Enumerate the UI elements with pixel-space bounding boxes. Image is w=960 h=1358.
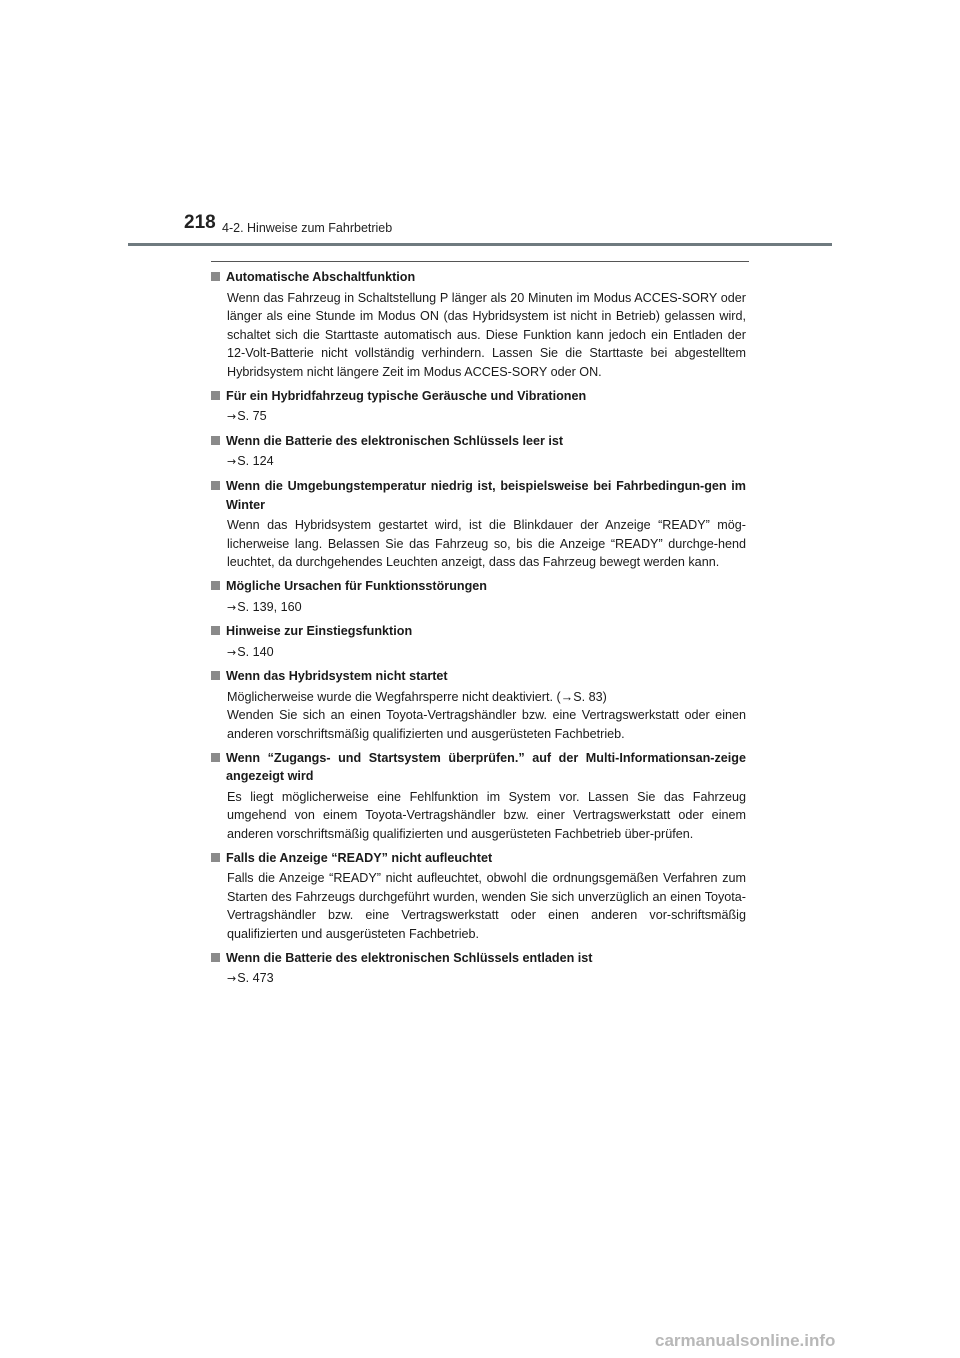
page-reference	[227, 407, 746, 427]
item-body	[227, 688, 746, 744]
manual-item	[211, 749, 746, 844]
square-bullet-icon	[211, 581, 220, 590]
item-heading	[211, 622, 746, 641]
item-heading-text: Wenn die Batterie des elektronischen Schlüssels entladen ist	[226, 950, 593, 965]
item-heading	[211, 432, 746, 451]
item-heading-text: Falls die Anzeige “READY” nicht aufleuchtet	[226, 850, 493, 865]
item-heading	[211, 949, 746, 968]
page-reference	[227, 969, 746, 989]
manual-content	[211, 268, 746, 994]
square-bullet-icon	[211, 853, 220, 862]
square-bullet-icon	[211, 436, 220, 445]
manual-item	[211, 667, 746, 743]
arrow-right-icon: →	[227, 600, 237, 614]
item-paragraph: Wenn das Hybridsystem gestartet wird, ist die Blinkdauer der Anzeige “READY” mög-licherweise lang. Belassen Sie das Fahrzeug so, bis die Anzeige “READY” durchge-hend leuchtet, da durchgehendes Leuchten anzeigt, dass das Fahrzeug bewegt werden kann.	[227, 518, 746, 570]
item-paragraph: Falls die Anzeige “READY” nicht aufleuchtet, obwohl die ordnungsgemäßen Verfahren zum Starten des Fahrzeugs durchgeführt wurden, wenden Sie sich unverzüglich an einen Toyota-Vertragshändler bzw. eine Vertragswerkstatt oder einen anderen vor-schriftsmäßig qualifizierten und ausgerüsteten Fachbetrieb.	[227, 871, 746, 941]
manual-item	[211, 387, 746, 427]
item-heading	[211, 667, 746, 686]
item-heading-text: Wenn die Batterie des elektronischen Schlüssels leer ist	[226, 433, 564, 448]
page-reference-text: S. 140	[237, 644, 274, 659]
item-heading-text: Für ein Hybridfahrzeug typische Geräusche und Vibrationen	[226, 388, 587, 403]
manual-item	[211, 622, 746, 662]
item-heading-text: Hinweise zur Einstiegsfunktion	[226, 624, 413, 639]
square-bullet-icon	[211, 671, 220, 680]
manual-item	[211, 432, 746, 472]
item-heading-text: Mögliche Ursachen für Funktionsstörungen	[226, 578, 487, 593]
square-bullet-icon	[211, 953, 220, 962]
section-divider	[211, 261, 749, 262]
arrow-right-icon: →	[227, 972, 237, 986]
item-heading-text: Wenn “Zugangs- und Startsystem überprüfen.” auf der Multi-Informationsan-zeige angezeigt wird	[226, 750, 746, 784]
square-bullet-icon	[211, 481, 220, 490]
item-heading	[211, 477, 746, 514]
square-bullet-icon	[211, 391, 220, 400]
manual-item	[211, 949, 746, 989]
manual-item	[211, 849, 746, 944]
page-reference-text: S. 139, 160	[237, 599, 302, 614]
arrow-right-icon: →	[227, 455, 237, 469]
item-heading-text: Wenn die Umgebungstemperatur niedrig ist, beispielsweise bei Fahrbedingun-gen im Winter	[226, 478, 746, 512]
square-bullet-icon	[211, 626, 220, 635]
arrow-right-icon: →	[227, 645, 237, 659]
page-reference-text: S. 124	[237, 454, 274, 469]
page-header	[0, 0, 960, 250]
item-paragraph: Wenn das Fahrzeug in Schaltstellung P länger als 20 Minuten im Modus ACCES-SORY oder länger als eine Stunde im Modus ON (das Hybridsystem ist nicht in Betrieb) gelassen wird, schaltet sich die Starttaste automatisch aus. Diese Funktion kann jedoch ein Entladen der 12-Volt-Batterie nicht vollständig verhindern. Lassen Sie die Starttaste bei abgestelltem Hybridsystem nicht längere Zeit im Modus ACCES-SORY oder ON.	[227, 290, 746, 379]
item-heading	[211, 749, 746, 786]
item-body	[227, 289, 746, 382]
page-reference	[227, 643, 746, 663]
item-paragraph: Wenden Sie sich an einen Toyota-Vertragshändler bzw. eine Vertragswerkstatt oder einen anderen vorschriftsmäßig qualifizierten und ausgerüsteten Fachbetrieb.	[227, 708, 746, 742]
header-rule	[128, 243, 832, 246]
item-body	[227, 869, 746, 943]
page-reference-text: S. 75	[237, 409, 267, 424]
section-title: 4-2. Hinweise zum Fahrbetrieb	[222, 221, 393, 235]
page-reference	[227, 598, 746, 618]
item-body	[227, 516, 746, 572]
item-paragraph: Möglicherweise wurde die Wegfahrsperre nicht deaktiviert. (→S. 83)	[227, 689, 607, 704]
page-number: 218	[184, 212, 216, 233]
item-heading-text: Automatische Abschaltfunktion	[226, 270, 416, 284]
watermark: carmanualsonline.info	[655, 1331, 836, 1350]
item-heading-text: Wenn das Hybridsystem nicht startet	[226, 669, 448, 684]
item-heading	[211, 268, 746, 287]
item-heading	[211, 577, 746, 596]
arrow-right-icon: →	[227, 410, 237, 424]
page-reference-text: S. 473	[237, 971, 274, 986]
item-body	[227, 788, 746, 844]
item-heading	[211, 849, 746, 868]
item-heading	[211, 387, 746, 406]
page-reference	[227, 452, 746, 472]
manual-item	[211, 477, 746, 572]
square-bullet-icon	[211, 272, 220, 281]
item-paragraph: Es liegt möglicherweise eine Fehlfunktion im System vor. Lassen Sie das Fahrzeug umgehend von einem Toyota-Vertragshändler bzw. einer Vertragswerkstatt oder einem anderen vorschriftsmäßig qualifizierten und ausgerüsteten Fachbetrieb über-prüfen.	[227, 789, 746, 842]
square-bullet-icon	[211, 753, 220, 762]
manual-item	[211, 268, 746, 382]
manual-item	[211, 577, 746, 617]
